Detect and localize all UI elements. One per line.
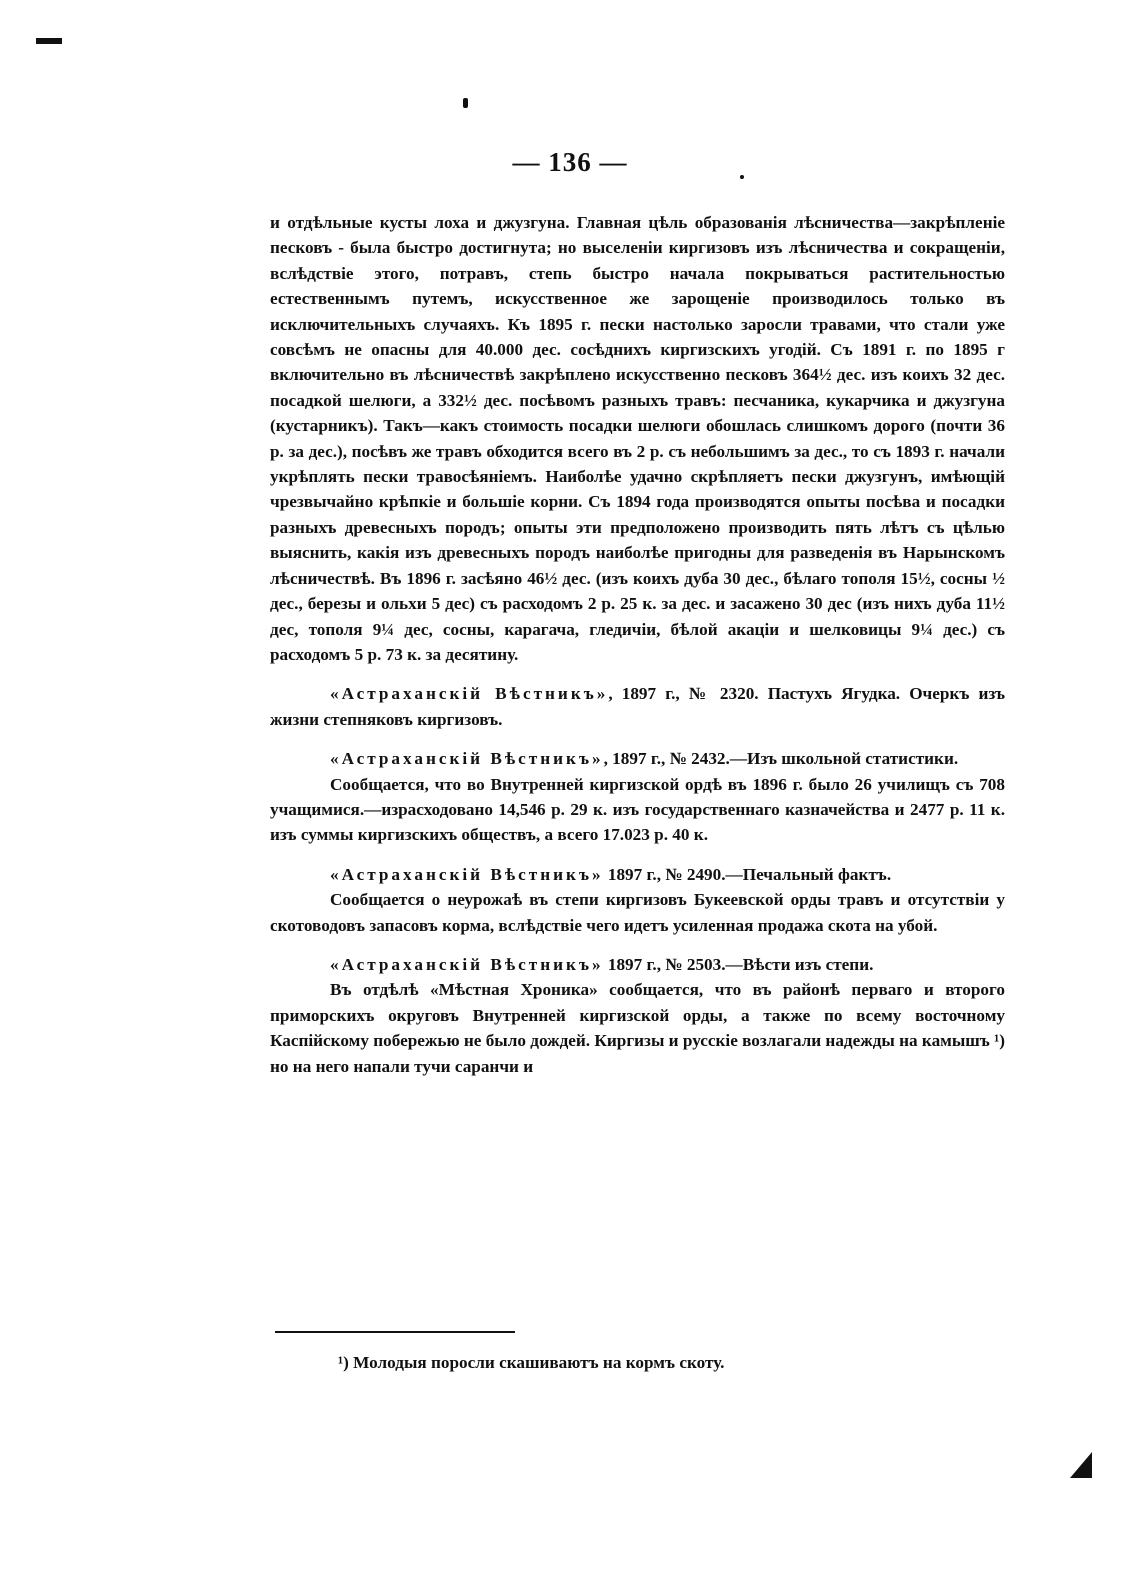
entry-4-citation: 1897 г., № 2503.—Вѣсти изъ степи. [603, 954, 874, 974]
body-text [270, 210, 1005, 1079]
entry-4-source: «Астраханскій Вѣстникъ» [330, 954, 604, 974]
entry-2-citation: , 1897 г., № 2432.—Изъ школьной статистики. [603, 749, 959, 769]
entry-3-heading [270, 862, 1005, 887]
entry-1-citation: , 1897 г., № 2320. Пастухъ Ягудка. Очеркъ изъ жизни степняковъ киргизовъ. [270, 684, 1005, 729]
scan-mark-top-left [36, 38, 62, 44]
entry-2-text: Сообщается, что во Внутренней киргизской ордѣ въ 1896 г. было 26 училищъ съ 708 учащимися.—израсходовано 14,546 р. 29 к. изъ государственнаго казначейства и 2477 р. 11 к. изъ суммы киргизскихъ обществъ, а всего 17.023 р. 40 к. [270, 774, 1005, 845]
entry-3-citation: 1897 г., № 2490.—Печальный фактъ. [603, 864, 892, 884]
entry-3-text: Сообщается о неурожаѣ въ степи киргизовъ Букеевской орды травъ и отсутствіи у скотоводовъ запасовъ корма, вслѣдствіе чего идетъ усиленная продажа скота на убой. [270, 890, 1005, 935]
entry-4-text: Въ отдѣлѣ «Мѣстная Хроника» сообщается, что въ районѣ перваго и второго приморскихъ округовъ Внутренней киргизской орды, а также по всему восточному Каспійскому побережью не было дождей. Киргизы и русскіе возлагали надежды на камышъ ¹) но на него напали тучи саранчи и [270, 980, 1005, 1076]
entry-3-source: «Астраханскій Вѣстникъ» [330, 864, 604, 884]
footnote: ¹) Молодыя поросли скашиваютъ на кормъ скоту. [338, 1353, 725, 1372]
page-number: — 136 — [512, 147, 628, 177]
entry-4-heading [270, 952, 1005, 977]
entry-1-source: «Астраханскій Вѣстникъ» [330, 684, 609, 704]
entry-2-heading [270, 746, 1005, 771]
scan-speck [463, 98, 468, 108]
footnote-divider [275, 1331, 515, 1333]
paragraph-forestry: и отдѣльные кусты лоха и джузгуна. Главная цѣль образованія лѣсничества—закрѣпленіе песковъ - была быстро достигнута; но выселеніи киргизовъ изъ лѣсничества и сокращеніи, вслѣдствіе этого, потравъ, степь быстро начала покрываться растительностью естественнымъ путемъ, искусственное же зарощеніе производилось только въ исключительныхъ случаяхъ. Къ 1895 г. пески настолько заросли травами, что стали уже совсѣмъ не опасны для 40.000 дес. сосѣднихъ киргизскихъ угодій. Съ 1891 г. по 1895 г включительно въ лѣсничествѣ закрѣплено искусственно песковъ 364½ дес. изъ коихъ 32 дес. посадкой шелюги, а 332½ дес. посѣвомъ разныхъ травъ: песчаника, кукарчика и джузгуна (кустарникъ). Такъ—какъ стоимость посадки шелюги обошлась слишкомъ дорого (почти 36 р. за дес.), посѣвъ же травъ обходится всего въ 2 р. съ небольшимъ за дес., то съ 1893 г. начали укрѣплять пески травосѣяніемъ. Наиболѣе удачно скрѣпляетъ пески джузгунъ, имѣющій чрезвычайно крѣпкіе и большіе корни. Съ 1894 года производятся опыты посѣва и посадки разныхъ древесныхъ породъ; опыты эти предположено производить пять лѣтъ съ цѣлью выяснить, какія изъ древесныхъ породъ наиболѣе пригодны для разведенія въ Нарынскомъ лѣсничествѣ. Въ 1896 г. засѣяно 46½ дес. (изъ коихъ дуба 30 дес., бѣлаго тополя 15½, сосны ½ дес., березы и ольхи 5 дес) съ расходомъ 2 р. 25 к. за дес. и засажено 30 дес (изъ нихъ дуба 11½ дес, тополя 9¼ дес, сосны, карагача, гледичіи, бѣлой акаціи и шелковицы 9¼ дес.) съ расходомъ 5 р. 73 к. за десятину. [270, 213, 1005, 664]
entry-2-source: «Астраханскій Вѣстникъ» [330, 749, 604, 769]
scan-mark-bottom-right [1070, 1452, 1092, 1478]
entry-1-heading [270, 681, 1005, 732]
